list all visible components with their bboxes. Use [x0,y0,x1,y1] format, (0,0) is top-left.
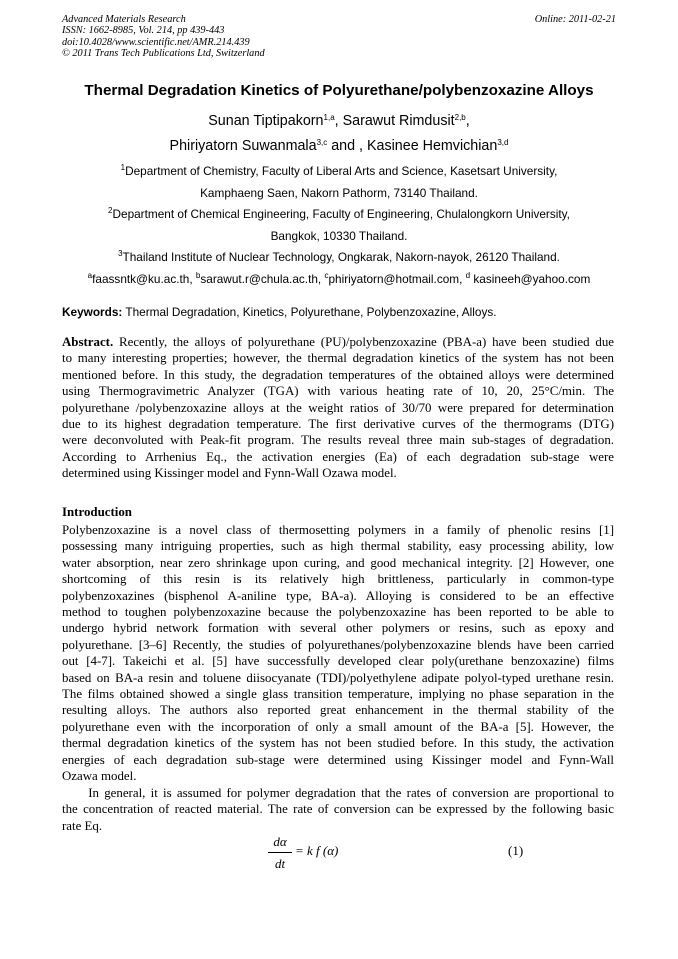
fraction-numerator: dα [273,834,287,849]
abstract-line: using Thermogravimetric Analyzer (TGA) with various heating rate of 10, 20, 25°C/min. The [62,384,614,399]
author-sup: 1,a [323,113,335,122]
author-name: Sarawut Rimdusit [342,113,455,129]
email-c[interactable]: phiriyatorn@hotmail.com, [328,272,466,286]
journal-header [62,14,616,60]
intro-line: based on BA-a resin and toluene diisocyanate (TDI)/polyethylene adipate polyol-typed urethane resin. [62,670,614,685]
email-sup: b [195,271,201,280]
intro-line: method to toughen polybenzoxazine because the polybenzoxazine has been reported to be able to [62,605,614,620]
author-separator: and , [327,138,367,154]
keywords-text: Thermal Degradation, Kinetics, Polyurethane, Polybenzoxazine, Alloys. [122,305,497,319]
abstract-label: Abstract. [62,335,114,349]
author-line-2 [0,138,678,154]
doi: doi:10.4028/www.scientific.net/AMR.214.439 [62,36,250,48]
affiliation-sup: 2 [108,206,113,215]
intro-line: water absorption, near zero shrinkage upon curing, and good mechanical integrity. [2] However, one [62,555,614,570]
author-sup: 2,b [454,113,466,122]
intro-line: possessing many intriguing properties, such as high thermal stability, easy processing ability, low [62,539,614,554]
copyright: © 2011 Trans Tech Publications Ltd, Switzerland [62,48,265,60]
intro-line: shortcoming of this resin is its relatively high brittleness, particularly in common-type [62,572,614,587]
equation-number: (1) [508,843,524,858]
affiliation-1-line-1 [0,164,678,178]
keywords [62,305,622,319]
equation-rhs: = k f (α) [295,843,339,858]
intro-line: the concentration of reacted material. The rate of conversion can be expressed by the following basic [62,802,614,817]
email-a[interactable]: faassntk@ku.ac.th, [92,272,196,286]
intro-line: out [4-7]. Takeichi et al. [5] have successfully developed clear poly(urethane benzoxazine) films [62,654,614,669]
intro-line: polyurethane even with the incorporation of only a small amount of the BA-a [5]. However, the [62,719,614,734]
author-name: Sunan Tiptipakorn [208,113,324,129]
abstract-text: Recently, the alloys of polyurethane (PU)/polybenzoxazine (PBA-a) have been studied due [113,335,614,349]
keywords-label: Keywords: [62,305,123,319]
abstract-line: to many interesting properties; however, the thermal degradation kinetics of the system has not been [62,351,614,366]
intro-line: resulting alloys. The authors also reported great enhancement in the thermal stability of the [62,703,614,718]
intro-line: undergo hybrid network formation with several other polymers or resins, such as epoxy and [62,621,614,636]
email-sup: c [324,271,329,280]
intro-line: In general, it is assumed for polymer degradation that the rates of conversion are proportional to [62,786,614,800]
abstract-line: due to its highest degradation temperature. The first derivative curves of the thermograms (DTG) [62,417,614,432]
abstract-line: were deconvoluted with Peak-fit program. The results reveal three main sub-stages of degradation. [62,433,614,448]
email-line [0,272,678,286]
intro-line: energies of each degradation sub-stage were determined using Kissinger model and Fynn-Wall [62,752,614,767]
author-separator: , [465,113,470,129]
abstract-line: determined using Kissinger model and Fynn-Wall Ozawa model. [62,466,397,481]
author-sup: 3,c [316,138,328,147]
intro-line: Polybenzoxazine is a novel class of thermosetting polymers in a family of phenolic resins [1] [62,523,614,537]
author-name: Phiriyatorn Suwanmala [169,138,317,154]
intro-line: polyurethane. [3–6] Recently, the studies of polyurethanes/polybenzoxazine blends have been carried [62,637,614,652]
fraction [268,834,292,872]
affiliation-sup: 3 [118,249,123,258]
intro-line: rate Eq. [62,818,103,833]
email-sup: a [87,271,93,280]
author-name: Kasinee Hemvichian [366,138,498,154]
affiliation-3 [0,250,678,264]
equation-1 [268,834,528,874]
affiliation-1-line-2: Kamphaeng Saen, Nakorn Pathorm, 73140 Thailand. [200,186,478,200]
affiliation-text: Thailand Institute of Nuclear Technology, Ongkarak, Nakorn-nayok, 26120 Thailand. [122,250,560,264]
journal-name: Advanced Materials Research [62,14,186,25]
introduction-paragraph-2 [62,785,614,834]
fraction-bar [268,852,292,853]
affiliation-text: Department of Chemical Engineering, Faculty of Engineering, Chulalongkorn University, [112,207,570,221]
introduction-paragraph-1 [62,522,614,785]
abstract-line: According to Arrhenius Eq., the activation energies (Ea) of each degradation sub-stage were [62,449,614,464]
email-sup: d [465,271,471,280]
fraction-denominator: dt [274,856,286,871]
intro-line: The films obtained showed a single glass transition temperature, implying no phase separation in the [62,687,614,702]
abstract-line [62,334,614,350]
intro-line: thermal degradation kinetics of the system has not been studied before. In this study, the activation [62,736,614,751]
affiliation-2-line-1 [0,207,678,221]
abstract-line: mentioned before. In this study, the degradation temperatures of the obtained alloys were determined [62,367,614,382]
author-separator: , [334,113,343,129]
affiliation-2-line-2: Bangkok, 10330 Thailand. [270,229,408,243]
affiliation-text: Department of Chemistry, Faculty of Liberal Arts and Science, Kasetsart University, [125,164,558,178]
author-sup: 3,d [497,138,509,147]
section-heading-introduction: Introduction [62,505,132,519]
intro-line: Ozawa model. [62,769,137,784]
abstract [62,334,614,482]
intro-line: polybenzoxazines (bisphenol A-aniline type, BA-a). Alloying is considered to be an effective [62,588,614,603]
issn: ISSN: 1662-8985, Vol. 214, pp 439-443 [62,25,225,37]
abstract-line: polyurethane /polybenzoxazine alloys at the weight ratios of 30/70 were prepared for determination [62,400,614,415]
online-date: Online: 2011-02-21 [534,14,616,25]
paper-title: Thermal Degradation Kinetics of Polyurethane/polybenzoxazine Alloys [84,82,594,99]
email-b[interactable]: sarawut.r@chula.ac.th, [200,272,325,286]
author-line-1 [0,113,678,129]
affiliation-sup: 1 [120,163,126,172]
email-d[interactable]: kasineeh@yahoo.com [470,272,591,286]
